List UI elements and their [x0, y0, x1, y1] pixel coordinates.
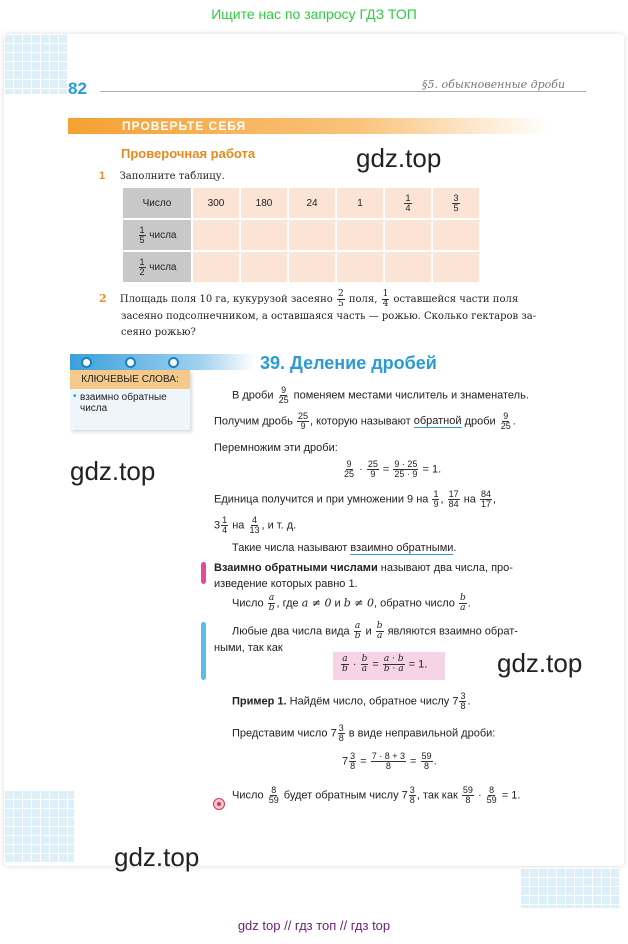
paragraph: Представим число 7 $\frac{3}{8}$ в виде неправильной дроби: [232, 723, 496, 743]
check-yourself-label: ПРОВЕРЬТЕ СЕБЯ [122, 119, 247, 133]
table-cell[interactable] [192, 251, 240, 283]
table-header-cell: 24 [288, 187, 336, 219]
equation: 7 $\frac{3}{8}$ = $\frac{7 \cdot 8 + 3}{8}$ = $\frac{59}{8}$ . [342, 751, 437, 771]
table-cell[interactable] [432, 251, 480, 283]
table-cell[interactable] [336, 251, 384, 283]
paragraph: Перемножим эти дроби: [214, 442, 338, 454]
paragraph: Единица получится и при умножении 9 на $\frac{1}{9}$ , $\frac{17}{84}$ на $\frac{84}{17}$ , [214, 489, 497, 509]
page-number: 82 [68, 79, 87, 98]
fill-table [121, 186, 481, 284]
term-underlined: обратной [413, 415, 462, 428]
binder-ring [168, 357, 179, 368]
test-title: Проверочная работа [121, 146, 256, 161]
table-cell[interactable] [384, 219, 432, 251]
table-cell[interactable] [192, 219, 240, 251]
lesson-title: 39. Деление дробей [260, 353, 437, 373]
binder-ring [81, 357, 92, 368]
keyword-item: • взаимно обратные числа [70, 389, 190, 414]
paragraph: 3 $\frac{1}{4}$ на $\frac{4}{13}$ , и т. д. [214, 515, 297, 535]
grid-decoration-top-left [4, 34, 68, 94]
table-header-cell: Число [122, 187, 192, 219]
definition-marker [201, 562, 206, 584]
task-text: Заполните таблицу. [119, 171, 225, 182]
table-header-cell: $\frac{1}{4}$ [384, 187, 432, 219]
keywords-title: КЛЮЧЕВЫЕ СЛОВА: [70, 370, 190, 389]
table-cell[interactable] [384, 251, 432, 283]
keywords-box [70, 370, 190, 430]
task-number: 2 [99, 292, 107, 305]
definition: Взаимно обратными числами называют два числа, про- изведение которых равно 1. [214, 562, 513, 590]
section-header: §5. обыкновенные дроби [422, 78, 566, 91]
note-marker [201, 622, 206, 680]
keywords-bar [70, 354, 255, 370]
target-icon [213, 798, 225, 810]
top-banner: Ищите нас по запросу ГДЗ ТОП [211, 6, 417, 22]
table-cell[interactable] [288, 251, 336, 283]
table-cell[interactable] [288, 219, 336, 251]
table-header-cell: 1 [336, 187, 384, 219]
paragraph: Получим дробь $\frac{25}{9}$ , которую называют обратной дроби $\frac{9}{25}$ . [214, 411, 516, 431]
table-cell[interactable] [240, 219, 288, 251]
paragraph: Число $\frac{a}{b}$ , где a ≠ 0 и b ≠ 0, обратно число $\frac{b}{a}$ . [232, 593, 471, 613]
table-cell[interactable] [336, 219, 384, 251]
watermark: gdz.top [497, 648, 583, 678]
paragraph: ными, так как [214, 642, 283, 654]
grid-decoration-bottom-left [4, 790, 74, 862]
paragraph: Любые два числа вида $\frac{a}{b}$ и $\frac{b}{a}$ являются взаимно обрат- [232, 621, 518, 641]
equation: $\frac{a}{b}$ · $\frac{b}{a}$ = $\frac{a \cdot b}{b \cdot a}$ = 1. [342, 654, 428, 674]
watermark: gdz.top [114, 842, 200, 872]
binder-ring [125, 357, 136, 368]
grid-decoration-bottom-right [520, 868, 620, 908]
example: Пример 1. Найдём число, обратное числу 7 $\frac{3}{8}$ . [232, 691, 471, 711]
watermark: gdz.top [70, 456, 156, 486]
task-1 [99, 166, 225, 184]
table-header-cell: $\frac{3}{5}$ [432, 187, 480, 219]
watermark: gdz.top [356, 143, 442, 173]
table-row-label: $\frac{1}{2}$ числа [122, 251, 192, 283]
task-2: 2 Площадь поля 10 га, кукурузой засеяно $\frac{2}{5}$ поля, $\frac{1}{4}$ оставшейся части поля засеяно подсолнечником, а оставшаяся часть — рожью. Сколько гектаров за- сеяно рожью? [99, 289, 537, 338]
table-header-cell: 180 [240, 187, 288, 219]
term-underlined: взаимно обратными [350, 542, 454, 554]
table-row-label: $\frac{1}{5}$ числа [122, 219, 192, 251]
task-number: 1 [99, 170, 106, 182]
header-rule [100, 91, 586, 92]
equation: $\frac{9}{25}$ · $\frac{25}{9}$ = $\frac{9 \cdot 25}{25 \cdot 9}$ = 1. [344, 459, 442, 479]
table-cell[interactable] [432, 219, 480, 251]
table-header-cell: 300 [192, 187, 240, 219]
check-yourself-bar [68, 118, 548, 134]
table-cell[interactable] [240, 251, 288, 283]
bottom-watermark: gdz top // гдз топ // гдз top [237, 918, 391, 933]
paragraph: Число $\frac{8}{59}$ будет обратным числу 7 $\frac{3}{8}$ , так как $\frac{59}{8}$ · $\frac{8}{59}$ = 1. [232, 785, 521, 805]
paragraph: Такие числа называют взаимно обратными. [232, 542, 457, 554]
paragraph: В дроби $\frac{9}{25}$ поменяем местами числитель и знаменатель. [232, 385, 529, 405]
